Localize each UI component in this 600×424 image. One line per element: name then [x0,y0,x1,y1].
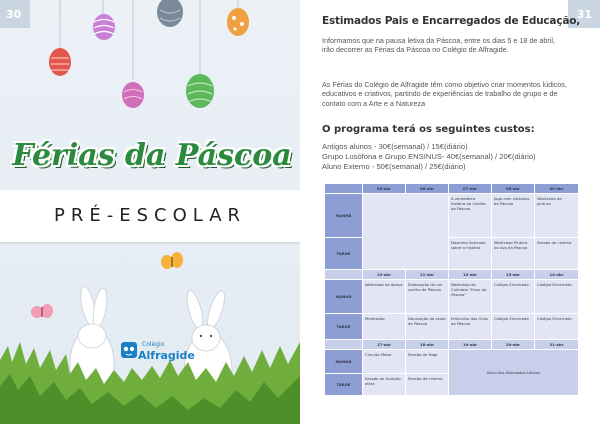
date-row [325,340,579,350]
activity-cell: A verdadeira história do Coelho da Páscoa [449,194,492,238]
date-cell: 14-abr [535,270,579,280]
row-label-afternoon: TARDE [325,374,363,396]
cost-item: Aluno Externo - 50€(semanal) / 25€(diário) [322,161,466,171]
activity-cell: Embrulho dos Ovos da Páscoa [449,314,492,340]
costs-list [322,142,582,171]
date-cell: 06-abr [406,184,449,194]
logo-subtitle: Colégio [142,341,165,348]
activity-cell: Jogo com símbolos da Páscoa [492,194,535,238]
date-cell: 18-abr [406,340,449,350]
date-cell: 09-abr [535,184,579,194]
date-cell: 08-abr [492,184,535,194]
logo-owl-icon [120,341,138,359]
schedule-table [324,183,579,396]
date-row [325,270,579,280]
row-label-morning: MANHÃ [325,194,363,238]
morning-row [325,350,579,374]
date-cell: 10-abr [363,270,406,280]
row-label-afternoon: TARDE [325,314,363,340]
activity-cell: Desenho ilustrado sobre a história [449,238,492,270]
activity-cell: Sessão de Audição ativa [363,374,406,396]
activity-cell: Circuito Motor [363,350,406,374]
row-label-morning: MANHÃ [325,350,363,374]
activity-cell: Colégio Encerrado [535,280,579,314]
date-cell: 07-abr [449,184,492,194]
objective-paragraph: As Férias do Colégio de Alfragide têm como objetivo criar momentos lúdicos, educativos e criativos, partindo de experiências de trabalho de grupo e de contato com a Arte e a Natureza [322,80,567,108]
activity-cell: Sessão de cinema [406,374,449,396]
date-cell: 13-abr [492,270,535,280]
holiday-title: Férias da Páscoa [12,138,292,173]
activity-cell: Colégio Encerrado [492,314,535,340]
activity-cell: Workshop Pintura do ovo da Páscoa [492,238,535,270]
page-number-right: 31 [576,8,592,21]
row-label-afternoon: TARDE [325,238,363,270]
date-cell: 12-abr [449,270,492,280]
intro-paragraph: Informamos que na pausa letiva da Páscoa, entre os dias 5 e 18 de abril, irão decorrer as Férias da Páscoa no Colégio de Alfragide. [322,36,555,55]
corner-cell [325,184,363,194]
activity-cell: Elaboração de um coelho de Páscoa [406,280,449,314]
activity-cell: Decoração do cesto de Páscoa [406,314,449,340]
date-cell: 11-abr [406,270,449,280]
afternoon-row [325,314,579,340]
right-page [300,0,600,424]
corner-cell [325,340,363,350]
costs-heading: O programa terá os seguintes custos: [322,124,535,135]
activity-cell: Workshop de pintura [535,194,579,238]
cost-item: Antigos alunos - 30€(semanal) / 15€(diário) [322,142,468,151]
letter-greeting: Estimados Pais e Encarregados de Educação, [322,15,581,27]
date-cell: 21-abr [535,340,579,350]
activity-cell: Sessão de cinema [535,238,579,270]
morning-row [325,194,579,238]
hanging-eggs-illustration [0,0,300,130]
activity-cell: Colégio Encerrado [535,314,579,340]
date-cell: 20-abr [492,340,535,350]
school-logo [120,335,200,375]
logo-name: Alfragide [138,349,195,362]
classes-start-cell: Início das Atividades Letivas [449,350,579,396]
preschool-label: PRÉ-ESCOLAR [53,205,247,226]
corner-cell [325,270,363,280]
date-cell: 19-abr [449,340,492,350]
row-label-morning: MANHÃ [325,280,363,314]
date-row [325,184,579,194]
cost-item: Grupo Lusófona e Grupo ENSINUS- 40€(semanal) / 20€(diário) [322,151,536,161]
empty-cell [363,194,449,270]
date-cell: 05-abr [363,184,406,194]
activity-cell: Workshop de Culinária "Ovos da Páscoa" [449,280,492,314]
page-number-left: 30 [6,8,22,21]
activity-cell: Workshop de dança [363,280,406,314]
activity-cell: Meditação [363,314,406,340]
activity-cell: Sessão de Yoga [406,350,449,374]
morning-row [325,280,579,314]
activity-cell: Colégio Encerrado [492,280,535,314]
date-cell: 17-abr [363,340,406,350]
